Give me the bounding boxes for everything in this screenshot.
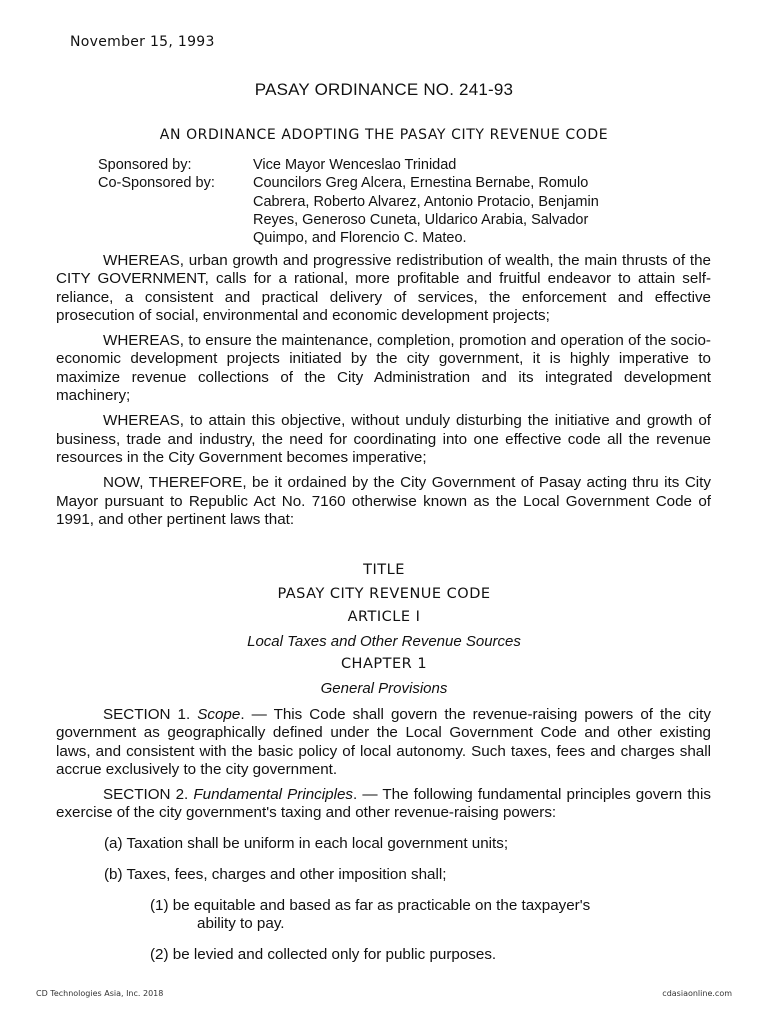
section-2-name: Fundamental Principles — [193, 786, 353, 804]
item-b1 — [150, 897, 675, 934]
sponsored-label: Sponsored by: — [98, 157, 192, 173]
heading-title: TITLE — [363, 562, 405, 578]
document-date: November 15, 1993 — [70, 34, 215, 50]
sponsored-value: Vice Mayor Wenceslao Trinidad — [253, 157, 457, 173]
section-1 — [56, 706, 711, 779]
item-b: (b) Taxes, fees, charges and other imposition shall; — [104, 866, 447, 883]
whereas-paragraph-2: WHEREAS, to ensure the maintenance, completion, promotion and operation of the socio-economic development projects initiated by the city government, it is highly imperative to maximize revenue collections of the City Administration and its integrated development machinery; — [56, 332, 711, 405]
ordinance-number: PASAY ORDINANCE NO. 241-93 — [254, 80, 514, 99]
item-b2: (2) be levied and collected only for public purposes. — [150, 946, 497, 963]
whereas-paragraph-3: WHEREAS, to attain this objective, without unduly disturbing the initiative and growth of business, trade and industry, the need for coordinating into one effective code all the revenue resources in the City Government becomes imperative; — [56, 412, 711, 466]
cosponsored-value: Councilors Greg Alcera, Ernestina Bernabe, Romulo Cabrera, Roberto Alvarez, Antonio Protacio, Benjamin Reyes, Generoso Cuneta, Uldarico Arabia, Salvador Quimpo, and Florencio C. Mateo. — [253, 175, 599, 247]
section-1-text: . — This Code shall govern the revenue-raising powers of the city government as geographically defined under the Local Government Code and other existing laws, and consistent with the basic policy of local autonomy. Such taxes, fees and charges shall accrue exclusively to the city government. — [56, 706, 711, 778]
heading-article-subtitle: Local Taxes and Other Revenue Sources — [247, 632, 521, 650]
item-a: (a) Taxation shall be uniform in each local government units; — [104, 835, 509, 852]
item-b1-line2: ability to pay. — [197, 915, 285, 933]
section-2-prefix: SECTION 2. — [103, 786, 194, 804]
heading-chapter-subtitle: General Provisions — [320, 679, 448, 697]
item-b1-line1: (1) be equitable and based as far as practicable on the taxpayer's — [150, 897, 591, 914]
sections — [56, 706, 711, 830]
ordaining-paragraph: NOW, THEREFORE, be it ordained by the City Government of Pasay acting thru its City Mayor pursuant to Republic Act No. 7160 otherwise known as the Local Government Code of 1991, and other pertinent laws that: — [56, 474, 711, 528]
heading-chapter: CHAPTER 1 — [340, 656, 428, 673]
footer-website: cdasiaonline.com — [662, 989, 732, 998]
heading-code-name: PASAY CITY REVENUE CODE — [277, 585, 491, 602]
section-1-prefix: SECTION 1. — [103, 706, 198, 723]
ordinance-title: AN ORDINANCE ADOPTING THE PASAY CITY REVENUE CODE — [159, 127, 609, 143]
preamble — [56, 252, 711, 536]
cosponsored-row — [98, 174, 658, 247]
section-2-text: . — The following fundamental principles govern this exercise of the city government's taxing and other revenue-raising powers: — [56, 786, 711, 822]
whereas-paragraph-1: WHEREAS, urban growth and progressive redistribution of wealth, the main thrusts of the CITY GOVERNMENT, calls for a rational, more profitable and fruitful endeavor to attain self-reliance, a consistent and practical delivery of services, the enforcement and effective prosecution of social, environmental and economic development projects; — [56, 252, 711, 324]
code-headings — [0, 559, 768, 701]
heading-article: ARTICLE I — [347, 609, 421, 626]
sponsors-block — [98, 156, 658, 247]
footer-publisher: CD Technologies Asia, Inc. 2018 — [36, 989, 164, 998]
section-2 — [56, 786, 711, 823]
sponsored-row — [98, 156, 658, 174]
section-1-name: Scope — [197, 706, 241, 723]
cosponsored-label: Co-Sponsored by: — [98, 175, 215, 192]
